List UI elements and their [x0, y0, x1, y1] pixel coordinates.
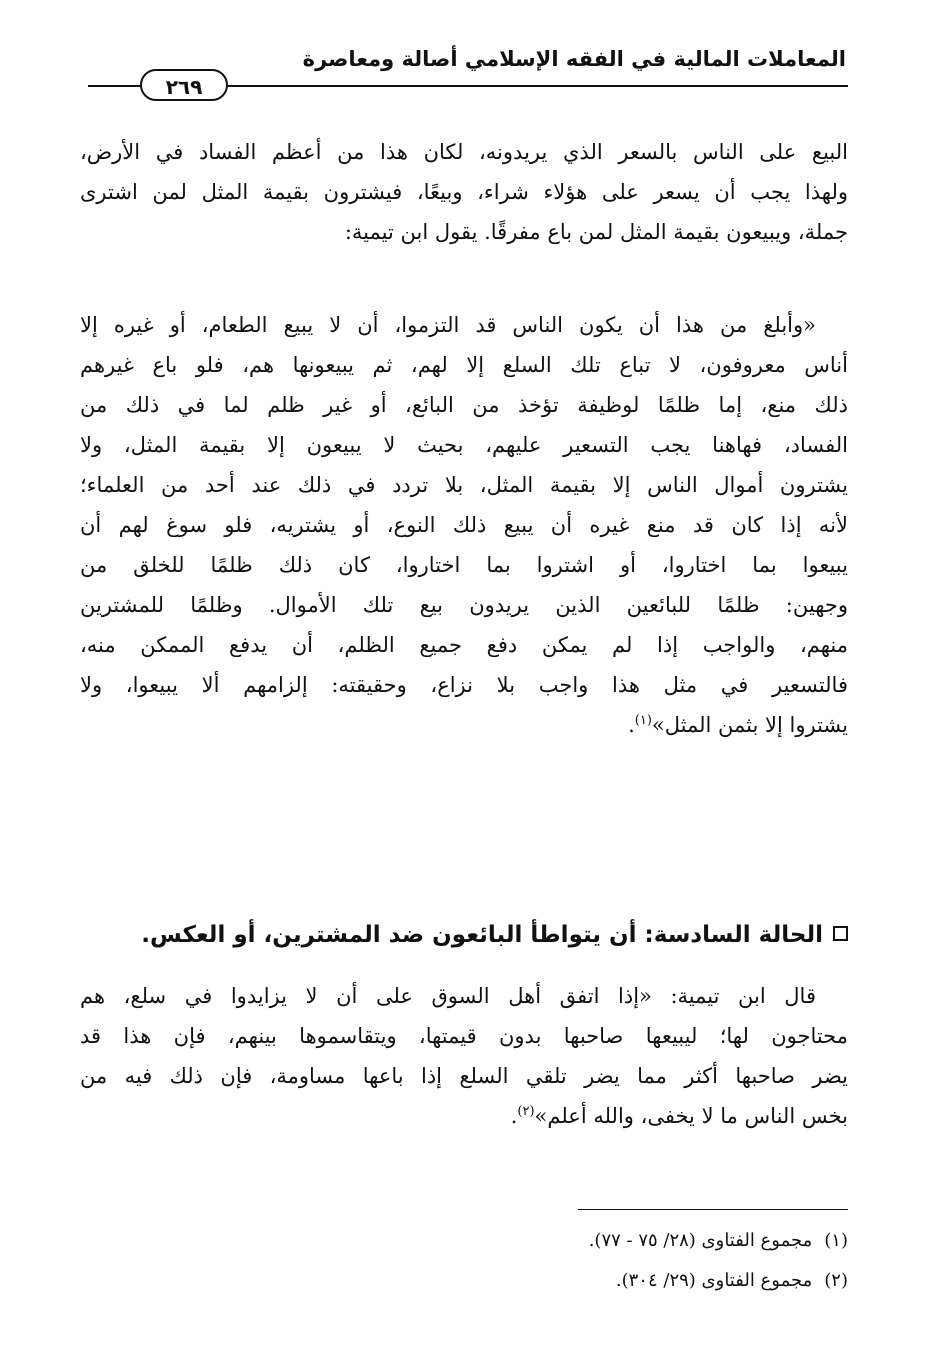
paragraph-3: [80, 976, 848, 1136]
footnote-1: [80, 1221, 848, 1261]
section-heading: [80, 915, 848, 955]
quote-end-text: بخس الناس ما لا يخفى، والله أعلم»: [534, 1104, 848, 1128]
text-line: البيع على الناس بالسعر الذي يريدونه، لكان هذا من أعظم الفساد في الأرض،: [80, 140, 848, 164]
text-line: يضر صاحبها أكثر مما يضر تلقي السلع إذا باعها مساومة، فإن ذلك فيه من: [80, 1064, 848, 1088]
section-heading-text: الحالة السادسة: أن يتواطأ البائعون ضد المشترين، أو العكس.: [141, 922, 823, 948]
text-line: يبيعوا بما اختاروا، أو اشتروا بما اختاروا، كان ذلك ظلمًا للخلق من: [80, 553, 848, 577]
running-title: المعاملات المالية في الفقه الإسلامي أصالة ومعاصرة: [302, 47, 846, 71]
footnote-2: [80, 1261, 848, 1301]
text-line: [80, 705, 848, 745]
period: .: [510, 1104, 518, 1128]
text-line: ولهذا يجب أن يسعر على هؤلاء شراء، وبيعًا، فيشترون بقيمة المثل لمن اشترى: [80, 180, 848, 204]
text-line: [80, 1096, 848, 1136]
text-line: فالتسعير في مثل هذا واجب بلا نزاع، وحقيقته: إلزامهم ألا يبيعوا، ولا: [80, 673, 848, 697]
footnote-ref-1[interactable]: (١): [634, 713, 652, 728]
quote-paragraph: [80, 305, 848, 745]
text-line: ذلك منع، إما ظلمًا لوظيفة تؤخذ من البائع، أو غير ظلم لما في ذلك من: [80, 393, 848, 417]
text-line: محتاجون لها؛ ليبيعها صاحبها بدون قيمتها، ويتقاسموها بينهم، فإن هذا قد: [80, 1024, 848, 1048]
page-number: ٢٦٩: [140, 69, 228, 101]
quote-end-text: يشتروا إلا بثمن المثل»: [651, 713, 848, 737]
footnote-text: مجموع الفتاوى (٢٨/ ٧٥ - ٧٧).: [588, 1230, 813, 1251]
footnote-number: (١): [824, 1230, 848, 1251]
text-line: جملة، ويبيعون بقيمة المثل لمن باع مفرقًا. يقول ابن تيمية:: [344, 220, 848, 244]
checkbox-square-icon: [833, 926, 848, 941]
paragraph-1: [80, 132, 848, 252]
footnote-number: (٢): [824, 1270, 848, 1291]
text-line: لأنه إذا كان قد منع غيره أن يبيع ذلك النوع، أو يشتريه، فلو سوغ لهم أن: [80, 513, 848, 537]
footnote-rule: [578, 1209, 848, 1210]
period: .: [628, 713, 635, 737]
text-line: وجهين: ظلمًا للبائعين الذين يريدون بيع تلك الأموال. وظلمًا للمشترين: [80, 593, 848, 617]
text-line: قال ابن تيمية: «إذا اتفق أهل السوق على أن لا يزايدوا في سلع، هم: [80, 984, 816, 1008]
text-line: منهم، والواجب إذا لم يمكن دفع جميع الظلم، أن يدفع الممكن منه،: [80, 633, 848, 657]
footnote-text: مجموع الفتاوى (٢٩/ ٣٠٤).: [615, 1270, 813, 1291]
text-line: أناس معروفون، لا تباع تلك السلع إلا لهم، ثم يبيعونها هم، فلو باع غيرهم: [80, 353, 848, 377]
footnote-ref-2[interactable]: (٢): [517, 1104, 535, 1119]
text-line: الفساد، فهاهنا يجب التسعير عليهم، بحيث لا يبيعون إلا بقيمة المثل، ولا: [80, 433, 848, 457]
text-line: يشترون أموال الناس إلا بقيمة المثل، بلا تردد في ذلك عند أحد من العلماء؛: [80, 473, 848, 497]
footnotes: [80, 1221, 848, 1301]
text-line: «وأبلغ من هذا أن يكون الناس قد التزموا، أن لا يبيع الطعام، أو غيره إلا: [80, 313, 816, 337]
